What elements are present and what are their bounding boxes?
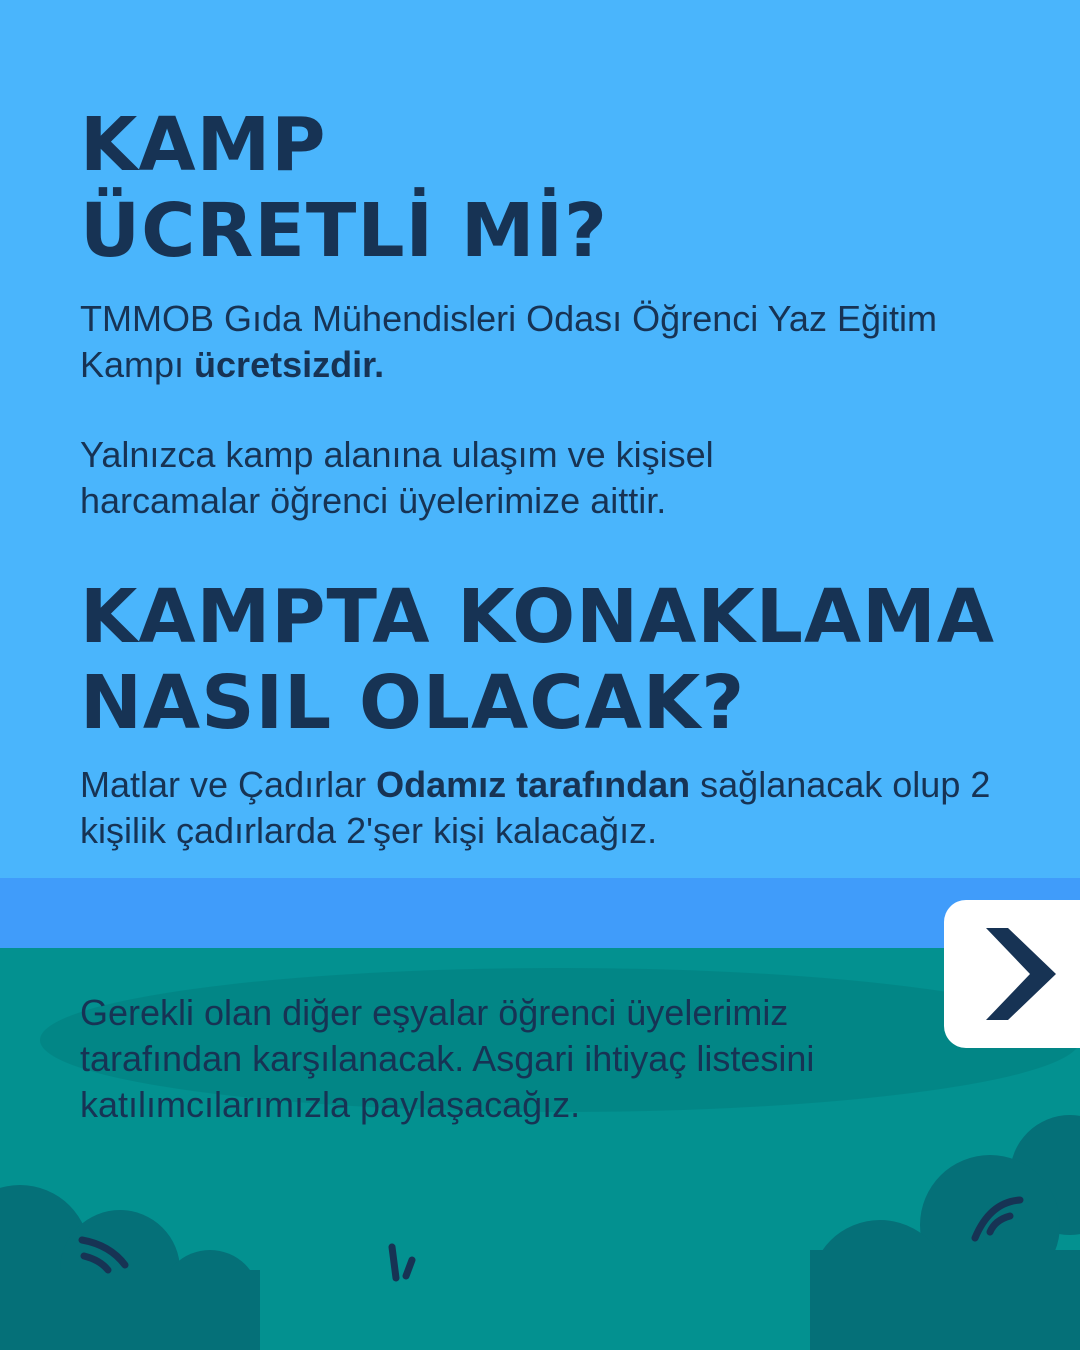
heading-line: ÜCRETLİ Mİ? (80, 188, 608, 274)
paragraph-free-camp (80, 296, 980, 388)
bush-left (0, 1185, 260, 1350)
chevron-right-icon (978, 922, 1068, 1026)
paragraph-text: TMMOB Gıda Mühendisleri Odası Öğrenci Yaz Eğitim Kampı (80, 298, 937, 385)
bush-right (810, 1115, 1080, 1350)
paragraph-text: sağlanacak olup 2 kişilik çadırlarda 2'şer kişi kalacağız. (80, 764, 991, 851)
paragraph-text: Matlar ve Çadırlar (80, 764, 377, 805)
paragraph-tents (80, 762, 1040, 854)
paragraph-bold: Odamız tarafından (376, 764, 691, 805)
heading-line: NASIL OLACAK? (80, 660, 746, 746)
heading-line: KAMP (80, 102, 327, 188)
heading-accommodation (80, 574, 995, 746)
paragraph-bold: ücretsizdir. (194, 344, 385, 385)
heading-is-camp-paid (80, 102, 608, 274)
paragraph-expenses: Yalnızca kamp alanına ulaşım ve kişisel harcamalar öğrenci üyelerimize aittir. (80, 434, 714, 521)
next-slide-button[interactable] (944, 900, 1080, 1048)
paragraph-items-list: Gerekli olan diğer eşyalar öğrenci üyelerimiz tarafından karşılanacak. Asgari ihtiyaç listesini katılımcılarımızla paylaşacağız. (80, 992, 815, 1125)
heading-line: KAMPTA KONAKLAMA (80, 574, 996, 660)
